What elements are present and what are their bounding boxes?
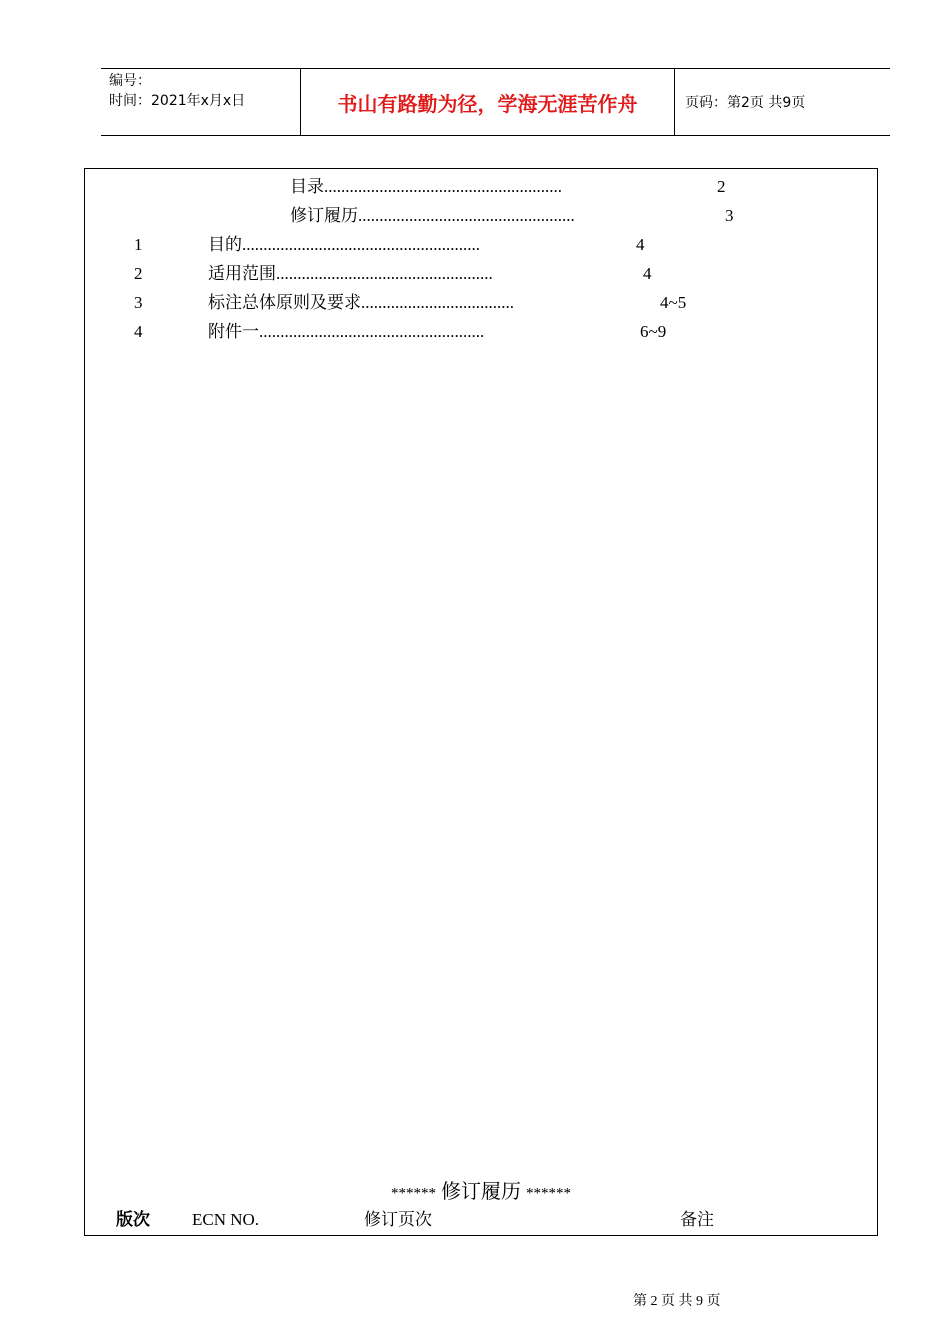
toc-page: 4 [643,264,652,283]
time-label: 时间：2021年x月x日 [109,93,246,109]
toc-section-number: 1 [134,235,143,254]
toc-entry-scope[interactable] [208,263,493,285]
toc-section-number: 3 [134,293,143,312]
revision-history-title: 修订履历 [441,1181,521,1203]
toc-title: 附件一 [208,322,259,341]
toc-page: 4~5 [660,293,687,312]
stars-right: ****** [526,1185,571,1202]
page-footer: 第 2 页 共 9 页 [633,1294,721,1309]
toc-entry-annotation-principles[interactable] [208,292,514,314]
page-header [101,68,890,136]
toc-dots: ........................................................ [242,235,480,254]
header-page-info: 页码：第2页 共9页 [685,95,806,111]
toc-entry-revision-history[interactable] [290,205,575,227]
column-header-remarks: 备注 [680,1210,714,1229]
toc-title: 修订履历 [290,206,358,225]
content-frame [84,168,878,1236]
toc-entry-appendix-one[interactable] [208,321,484,343]
toc-entry-contents[interactable] [290,176,562,198]
toc-entry-purpose[interactable] [208,234,480,256]
toc-dots: ........................................................ [324,177,562,196]
toc-title: 目的 [208,235,242,255]
toc-page: 4 [636,235,645,254]
revision-history-heading [85,1179,877,1206]
column-header-revised-pages: 修订页次 [364,1210,432,1229]
toc-dots: ................................................... [358,206,575,225]
column-header-ecn: ECN NO. [192,1210,260,1229]
toc-title: 标注总体原则及要求 [208,293,361,312]
stars-left: ****** [391,1185,436,1202]
column-header-version: 版次 [116,1210,150,1230]
toc-title: 目录 [290,177,324,196]
toc-page: 3 [725,206,734,225]
toc-dots: .................................... [361,293,514,312]
toc-page: 2 [717,177,726,196]
toc-dots: ................................................... [276,264,493,283]
toc-section-number: 4 [134,322,143,341]
toc-section-number: 2 [134,264,143,283]
toc-title: 适用范围 [208,264,276,283]
serial-label: 编号： [109,73,151,89]
header-motto: 书山有路勤为径，学海无涯苦作舟 [301,69,675,135]
toc-dots: ..................................................... [259,322,485,341]
toc-page: 6~9 [640,322,667,341]
header-meta [101,69,301,135]
